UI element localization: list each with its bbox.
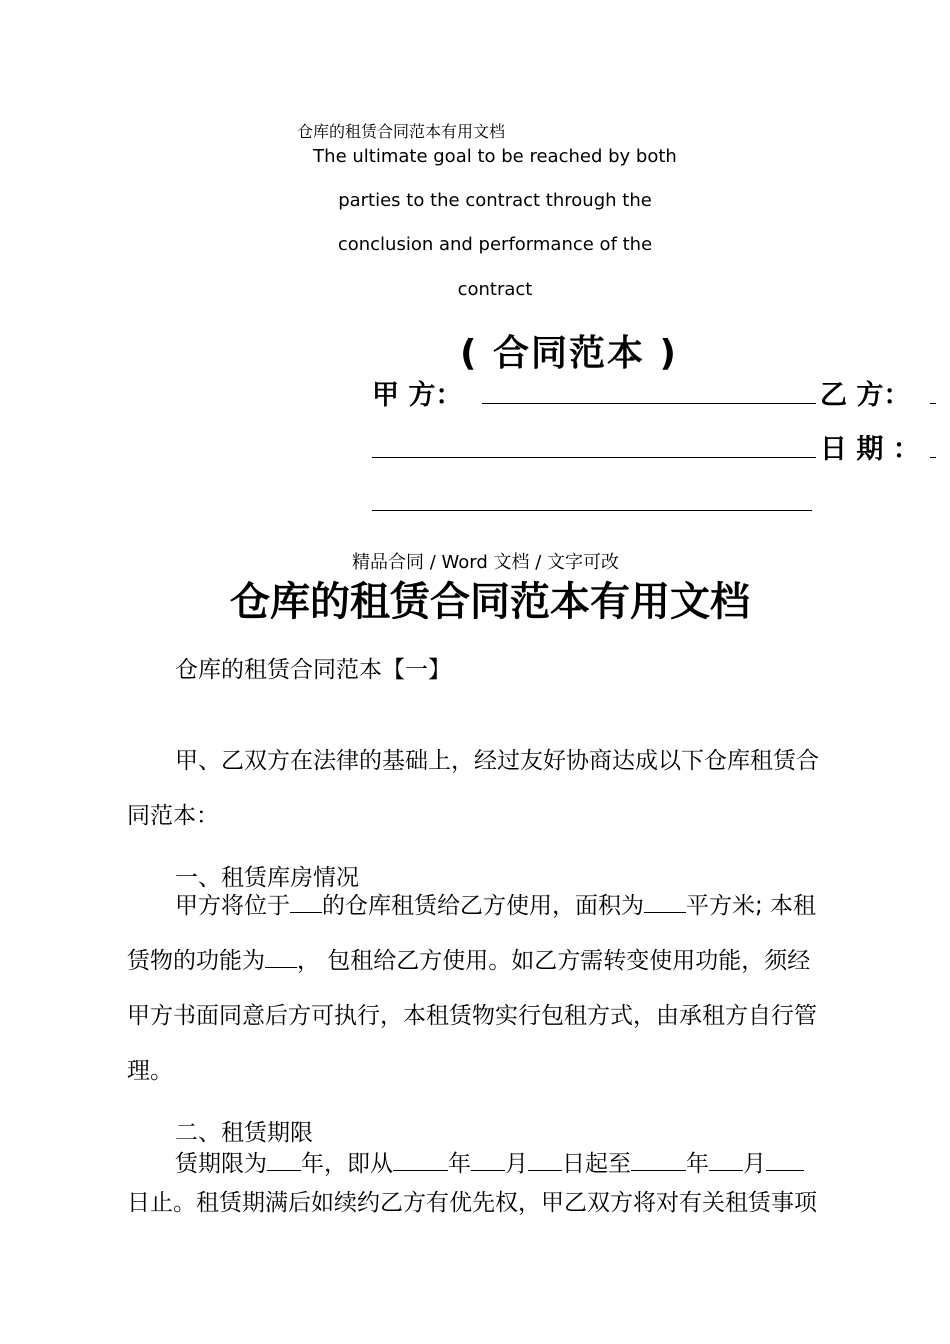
- header-title: 仓库的租赁合同范本有用文档: [297, 122, 506, 141]
- date-line-stub: [930, 457, 936, 458]
- function-blank: [265, 967, 297, 968]
- party-a-label: 甲 方：: [372, 380, 463, 411]
- intro-line-2: 同范本：: [127, 803, 219, 829]
- section-2-line-1: [175, 1145, 804, 1178]
- subtitle-line-4: contract: [457, 279, 533, 300]
- section-2-title: 二、租赁期限: [175, 1120, 313, 1146]
- party-b-line: [372, 457, 816, 458]
- text-fragment: 平方米; 本租: [686, 893, 817, 919]
- start-month-blank: [471, 1170, 505, 1171]
- section-1-line-1: [175, 887, 816, 920]
- section-1-title: 一、租赁库房情况: [175, 865, 359, 891]
- text-fragment: 月: [743, 1151, 766, 1177]
- area-blank: [644, 912, 686, 913]
- subtitle-line-2: parties to the contract through the: [338, 190, 652, 211]
- text-fragment: 的仓库租赁给乙方使用，面积为: [322, 893, 644, 919]
- start-year-blank: [393, 1170, 448, 1171]
- subtitle-line-1: The ultimate goal to be reached by both: [313, 146, 677, 167]
- text-fragment: 年: [448, 1151, 471, 1177]
- subtitle-line-3: conclusion and performance of the: [337, 234, 653, 255]
- tagline: 精品合同 / Word 文档 / 文字可改: [352, 552, 620, 573]
- date-label: 日 期 ：: [820, 434, 920, 465]
- text-fragment: 日起至: [562, 1151, 631, 1177]
- party-a-line: [482, 403, 816, 404]
- section-1-line-2: [127, 942, 810, 975]
- text-fragment: 月: [505, 1151, 528, 1177]
- date-line: [372, 510, 812, 511]
- section-heading: 仓库的租赁合同范本【一】: [175, 657, 451, 683]
- section-1-line-3: 甲方书面同意后方可执行，本租赁物实行包租方式，由承租方自行管: [127, 1003, 817, 1029]
- section-1-line-4: 理。: [127, 1058, 173, 1084]
- text-fragment: 赁物的功能为: [127, 948, 265, 974]
- party-b-label: 乙 方：: [820, 380, 911, 411]
- end-year-blank: [631, 1170, 686, 1171]
- end-day-blank: [766, 1170, 804, 1171]
- main-title: 仓库的租赁合同范本有用文档: [230, 579, 750, 625]
- location-blank: [290, 912, 322, 913]
- end-month-blank: [709, 1170, 743, 1171]
- section-2-line-2: 日止。租赁期满后如续约乙方有优先权，甲乙双方将对有关租赁事项: [127, 1190, 817, 1216]
- intro-line-1: 甲、乙双方在法律的基础上，经过友好协商达成以下仓库租赁合: [175, 748, 819, 774]
- text-fragment: 年: [686, 1151, 709, 1177]
- text-fragment: 年，即从: [301, 1151, 393, 1177]
- contract-label: ( 合同范本 ): [460, 333, 678, 374]
- text-fragment: ， 包租给乙方使用。如乙方需转变使用功能，须经: [297, 948, 811, 974]
- text-fragment: 甲方将位于: [175, 893, 290, 919]
- start-day-blank: [528, 1170, 562, 1171]
- text-fragment: 赁期限为: [175, 1151, 267, 1177]
- party-b-line-stub: [930, 403, 936, 404]
- years-blank: [267, 1170, 301, 1171]
